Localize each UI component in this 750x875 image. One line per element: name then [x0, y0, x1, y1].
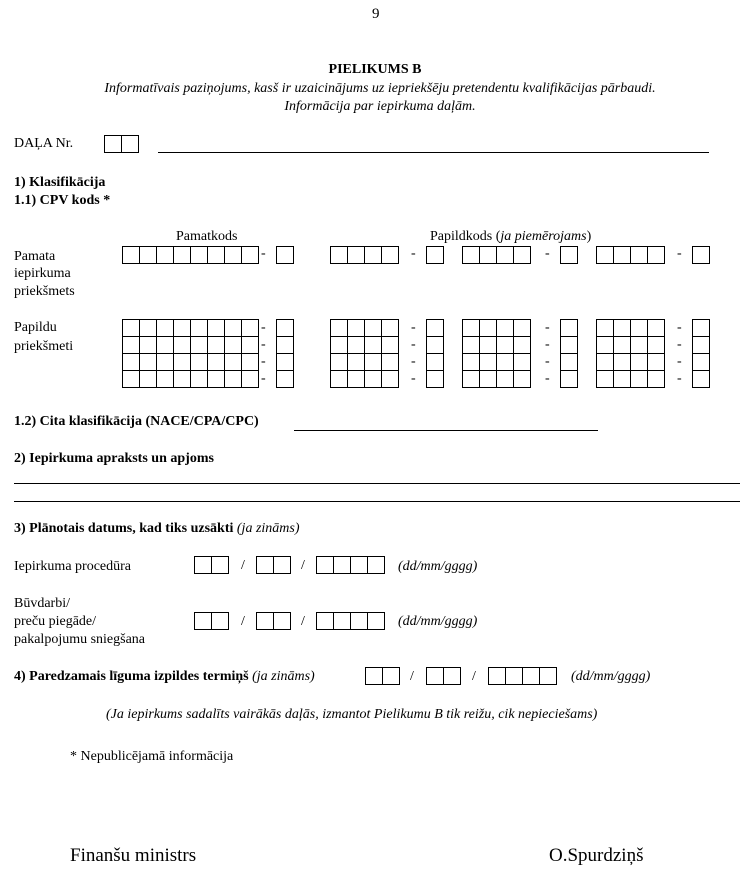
- papildu-papildkods-3-check-grid[interactable]: [692, 319, 710, 388]
- buvdarbi-year-boxes[interactable]: [316, 612, 385, 630]
- section-1-2-title: 1.2) Cita klasifikācija (NACE/CPA/CPC): [14, 414, 259, 429]
- papildu-label-2: priekšmeti: [14, 339, 74, 354]
- section-1-1-title: 1.1) CPV kods *: [14, 193, 111, 208]
- papildu-pamatkods-check-grid[interactable]: [276, 319, 294, 388]
- dash: -: [261, 320, 266, 335]
- papildkods-2-check[interactable]: [560, 246, 578, 264]
- dash: -: [677, 371, 682, 386]
- dash: -: [261, 354, 266, 369]
- signature-name: O.Spurdziņš: [549, 845, 644, 866]
- papildu-papildkods-2-grid[interactable]: [462, 319, 531, 388]
- papildkods-label: Papildkods (ja piemērojams): [430, 229, 592, 244]
- dash: -: [411, 337, 416, 352]
- dash: -: [261, 371, 266, 386]
- dash: -: [677, 320, 682, 335]
- papildu-papildkods-1-check-grid[interactable]: [426, 319, 444, 388]
- buvdarbi-day-boxes[interactable]: [194, 612, 229, 630]
- confidential-note: * Nepublicējamā informācija: [70, 749, 234, 764]
- other-classification-line[interactable]: [294, 430, 598, 431]
- procedura-label: Iepirkuma procedūra: [14, 559, 131, 574]
- dash: -: [545, 354, 550, 369]
- termins-day-boxes[interactable]: [365, 667, 400, 685]
- page-title: PIELIKUMS B: [328, 62, 422, 77]
- pamatkods-label: Pamatkods: [176, 229, 238, 244]
- date-format-hint: (dd/mm/gggg): [571, 669, 651, 684]
- dash: -: [411, 320, 416, 335]
- dala-number-boxes[interactable]: [104, 135, 139, 153]
- dash: -: [545, 246, 550, 261]
- papildkods-2-boxes[interactable]: [462, 246, 531, 264]
- papildkods-1-boxes[interactable]: [330, 246, 399, 264]
- papildkods-1-check[interactable]: [426, 246, 444, 264]
- description-line-1[interactable]: [14, 483, 740, 484]
- description-line-2[interactable]: [14, 501, 740, 502]
- buvdarbi-label-3: pakalpojumu sniegšana: [14, 632, 146, 647]
- papildkods-3-check[interactable]: [692, 246, 710, 264]
- section-1-title: 1) Klasifikācija: [14, 175, 106, 190]
- papildkods-3-boxes[interactable]: [596, 246, 665, 264]
- signature-role: Finanšu ministrs: [70, 845, 197, 866]
- procedura-month-boxes[interactable]: [256, 556, 291, 574]
- procedura-year-boxes[interactable]: [316, 556, 385, 574]
- section-4-heading: 4) Paredzamais līguma izpildes termiņš (ja zināms): [14, 669, 315, 684]
- slash: /: [301, 614, 305, 629]
- slash: /: [410, 669, 414, 684]
- buvdarbi-label-1: Būvdarbi/: [14, 596, 70, 611]
- buvdarbi-label-2: preču piegāde/: [14, 614, 97, 629]
- dash: -: [261, 337, 266, 352]
- section-2-title: 2) Iepirkuma apraksts un apjoms: [14, 451, 214, 466]
- dala-name-line[interactable]: [158, 152, 709, 153]
- subtitle-line-2: Informācija par iepirkuma daļām.: [284, 99, 476, 114]
- dash: -: [545, 320, 550, 335]
- dash: -: [545, 337, 550, 352]
- date-format-hint: (dd/mm/gggg): [398, 559, 478, 574]
- page-number: 9: [372, 6, 380, 22]
- procedura-day-boxes[interactable]: [194, 556, 229, 574]
- dash: -: [677, 337, 682, 352]
- termins-month-boxes[interactable]: [426, 667, 461, 685]
- buvdarbi-month-boxes[interactable]: [256, 612, 291, 630]
- section-3-heading: 3) Plānotais datums, kad tiks uzsākti (ja zināms): [14, 521, 300, 536]
- dash: -: [545, 371, 550, 386]
- papildu-papildkods-1-grid[interactable]: [330, 319, 399, 388]
- slash: /: [301, 558, 305, 573]
- slash: /: [472, 669, 476, 684]
- dash: -: [411, 354, 416, 369]
- dash: -: [677, 354, 682, 369]
- pamatkods-check-box[interactable]: [276, 246, 294, 264]
- subtitle-line-1: Informatīvais paziņojums, kasš ir uzaicinājums uz iepriekšēju pretendentu kvalifikācijas pārbaudi.: [104, 81, 656, 96]
- slash: /: [241, 558, 245, 573]
- dala-label: DAĻA Nr.: [14, 136, 74, 151]
- pamata-label-3: priekšmets: [14, 284, 75, 299]
- pamatkods-main-boxes[interactable]: [122, 246, 259, 264]
- pamata-label-2: iepirkuma: [14, 266, 71, 281]
- papildu-papildkods-3-grid[interactable]: [596, 319, 665, 388]
- dash: -: [677, 246, 682, 261]
- papildu-papildkods-2-check-grid[interactable]: [560, 319, 578, 388]
- dash: -: [411, 246, 416, 261]
- multi-part-note: (Ja iepirkums sadalīts vairākās daļās, izmantot Pielikumu B tik reižu, cik nepieciešams): [106, 707, 598, 722]
- dash: -: [411, 371, 416, 386]
- date-format-hint: (dd/mm/gggg): [398, 614, 478, 629]
- dash: -: [261, 246, 266, 261]
- papildu-label-1: Papildu: [14, 320, 57, 335]
- termins-year-boxes[interactable]: [488, 667, 557, 685]
- slash: /: [241, 614, 245, 629]
- papildu-pamatkods-grid[interactable]: [122, 319, 259, 388]
- pamata-label-1: Pamata: [14, 249, 56, 264]
